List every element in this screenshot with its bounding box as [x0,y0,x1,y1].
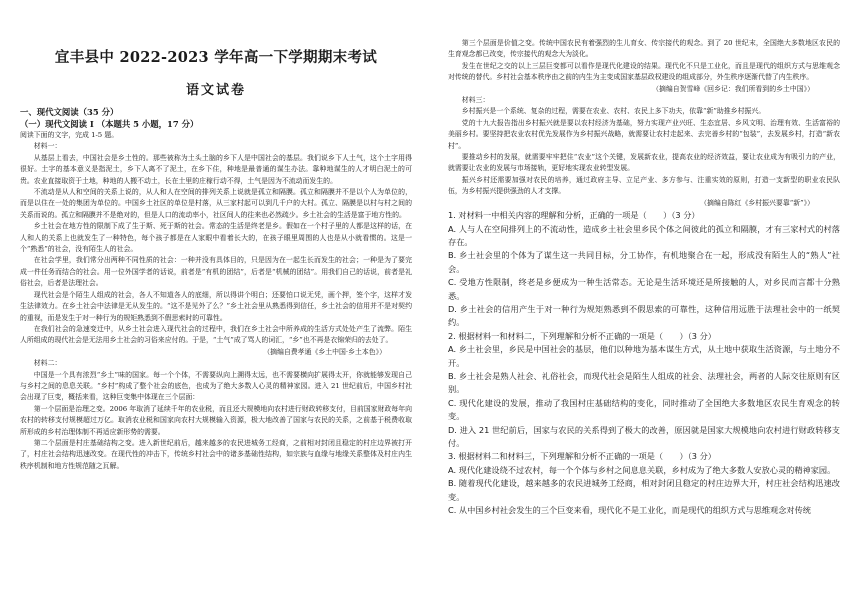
question-2-option: D. 进入 21 世纪前后，国家与农民的关系得到了极大的改善，原因就是国家大规模地向农村进行财政转移支付。 [448,424,840,448]
m1-paragraph: 现代社会是个陌生人组成的社会，各人不知道各人的底细，所以得讲个明白；还要怕口说无凭，画个押，签个字，这样才发生法律效力。在乡土社会中法律是无从发生的。“这不是见外了么？”乡土社会里从熟悉得到信任，乡土社会的信用并不是对契约的重视，而是发生于对一种行为的规矩熟悉到不假思索时的可靠性。 [20,290,412,322]
question-3-option: A. 现代化建设绕不过农村，每一个个体与乡村之间息息关联，乡村成为了绝大多数人安放心灵的精神家园。 [448,464,836,475]
question-1-option: A. 人与人在空间排列上的不流动性，造成乡土社会里乡民个体之间彼此的孤立和隔膜，才有三家村式的村落存在。 [448,223,840,247]
right-column [448,38,840,517]
question-3-stem: 3. 根据材料二和材料三，下列理解和分析不正确的一项是（ ）（3 分） [448,451,716,462]
m3-source: （摘编自陈红《乡村振兴要靠“新”》） [700,198,814,207]
question-2-option: A. 乡土社会里，乡民是中国社会的基层，他们以种地为基本谋生方式，从土地中获取生活资源，与土地分不开。 [448,344,840,368]
m1-source: （摘编自费孝通《乡土中国·乡土本色》） [263,347,386,356]
left-column [20,46,412,472]
m3-paragraph: 乡村振兴是一个系统、复杂的过程，需要在农业、农村、农民上多下功夫，依靠“新”助推乡村振兴。 [461,107,766,116]
m1-paragraph: 不流动是从人和空间的关系上说的，从人和人在空间的排列关系上说就是孤立和隔膜。孤立和隔膜并不是以个人为单位的，而是以住在一处的集团为单位的。中国乡土社区的单位是村落，从三家村起可以到几千户的大村。孤立、隔膜是以村与村之间的关系而说的。孤立和隔膜并不是绝对的，但是人口的流动率小，社区间人的往来也必然疏少。乡土社会的生活是富于地方性的。 [20,188,412,219]
m3-paragraph: 要推动乡村的发展，就需要牢牢把住“农业”这个关键，发展新农业，提高农业的经济效益，要让农业成为有吸引力的产业，就需要让农业的发展与市场接轨，更好地实现农业转型发展。 [448,153,840,173]
question-1-option: C. 受地方性限制，终老是乡便成为一种生活常态。无论是生活环境还是所接触的人，对乡民而言都十分熟悉。 [448,277,840,301]
m2-paragraph: 第二个层面是村庄基础结构之变。进入新世纪前后，越来越多的农民进城务工经商，之前相对封闭且稳定的村庄边界被打开了，村庄社会结构迅速改变。在现代性的冲击下，传统乡村社会中的诸多基础性结构，如宗族与血缘与地缘关系整体及村庄内生秩序机制和地方性规范随之瓦解。 [20,438,412,470]
material1-label: 材料一： [33,142,62,151]
question-1-option: B. 乡土社会里的个体为了谋生这一共同目标，分工协作，有机地聚合在一起，形成没有陌生人的“熟人”社会。 [448,250,840,274]
question-2-option: B. 乡土社会是熟人社会、礼俗社会，而现代社会是陌生人组成的社会、法理社会，两者的人际交往原则有区别。 [448,370,840,395]
m1-paragraph: 在社会学里，我们常分出两种不同性质的社会：一种并没有具体目的，只是因为在一起生长而发生的社会；一种是为了要完成一件任务而结合的社会。用一位外国学者的话说，前者是“有机的团结”，后者是“机械的团结”。用我们自己的话说，前者是礼俗社会，后者是法理社会。 [20,256,412,288]
exam-subtitle: 语文试卷 [185,83,246,98]
question-1-stem: 1. 对材料一中相关内容的理解和分析，正确的一项是（ ）（3 分） [448,210,700,221]
material3-label: 材料三： [461,96,490,105]
question-1-option: D. 乡土社会的信用产生于对一种行为规矩熟悉到不假思索的可靠性，这种信用远胜于法理社会中的一纸契约。 [448,303,840,328]
m3-paragraph: 振兴乡村还需要加强对农民的培养，通过政府主导、立足产业、多方参与、注重实效的原则，打造一支新型的职业农民队伍，为乡村振兴提供强劲的人才支撑。 [448,175,840,196]
m2-paragraph: 第一个层面是治理之变。2006 年取消了延续千年的农业税，而且还大规模地向农村进行财政转移支付，目前国家财政每年向农村的转移支付规模超过万亿。取消农业税和国家向农村大规模输入资源，极大地改善了国家与农民的关系，之前基于税费收取所形成的乡村治理体制不再适应新形势的需要。 [20,404,412,436]
sub-section-heading: （一）现代文阅读 I （本题共 5 小题，17 分） [20,119,199,129]
m1-paragraph: 在我们社会的急速变迁中，从乡土社会进入现代社会的过程中，我们在乡土社会中所养成的生活方式处处产生了流弊。陌生人所组成的现代社会是无法用乡土社会的习俗来应付的。于是，“土气”成了骂人的词汇，“乡”也不再是衣锦荣归的去处了。 [20,324,412,345]
instruction: 阅读下面的文字，完成 1-5 题。 [20,131,119,139]
section-heading: 一、现代文阅读（35 分） [20,107,119,117]
m2-paragraph: 中国是一个具有浓烈“乡土”味的国家。每一个个体，不需要纵向上溯得太远，也不需要横向扩展得太开，你就能够发现自己与乡村之间的息息关联。“乡村”构成了整个社会的底色，也成为了绝大多数人心灵的精神家园。进入 21 世纪前后，中国乡村社会出现了巨变，概括来看，这种巨变集中体现在三个层面： [20,370,412,402]
question-2-option: C. 现代化建设的发展，推动了我国村庄基础结构的变化，同时推动了全国绝大多数地区农民生育观念的转变。 [448,397,840,422]
question-3-option: C. 从中国乡村社会发生的三个巨变来看，现代化不是工业化，而是现代的组织方式与思维观念对传统 [448,505,811,516]
question-2-stem: 2. 根据材料一和材料二，下列理解和分析不正确的一项是（ ）（3 分） [448,330,716,341]
m2-continued-paragraph: 第三个层面是价值之变。传统中国农民有着强烈的生儿育女、传宗接代的观念。到了 20 世纪末，全国绝大多数地区农民的生育观念都已改变，传宗接代的观念大为淡化。 [448,39,840,59]
m2-continued-paragraph: 发生在世纪之交的以上三层巨变都可以看作是现代化建设的结果。现代化不只是工业化，而且是现代的组织方式与思维观念对传统的替代。乡村社会基本秩序由之前的内生为主变成国家基层政权建设的组成部分，外生秩序逐渐代替了内生秩序。 [448,61,840,82]
m3-paragraph: 党的十九大报告指出乡村振兴就是要以农村经济为基础，努力实现产业兴旺、生态宜居、乡风文明、治理有效、生活富裕的美丽乡村。要坚持把农业农村优先发展作为乡村振兴战略，就需要让农村走起来、去完善乡村的“包装”，去发展乡村，打造“新农村”。 [448,118,840,150]
m2-source: （摘编自贺雪峰《回乡记：我们所看到的乡土中国》） [652,84,814,93]
m1-paragraph: 从基层上看去，中国社会是乡土性的。那些被称为土头土脑的乡下人是中国社会的基层。我们说乡下人土气，这个土字用得很好。土字的基本意义是指泥土，乡下人离不了泥土，在乡下住，种地是最普通的谋生办法。靠种地谋生的人才明白泥土的可贵。农业直接取资于土地，种地的人搬不动土，长在土里的庄稼行动不得，土气是因为不流动而发生的。 [20,153,412,185]
m1-paragraph: 乡土社会在地方性的限制下成了生于斯、死于斯的社会。常态的生活是终老是乡。假如在一个村子里的人都是这样的话，在人和人的关系上也就发生了一种特色，每个孩子都是在人家眼中看着长大的，在孩子眼里周围的人也是从小就看惯的。这是一个“熟悉”的社会，没有陌生人的社会。 [20,222,412,254]
exam-title: 宜丰县中 2022-2023 学年高一下学期期末考试 [54,49,378,66]
material2-label: 材料二： [33,359,62,368]
question-3-option: B. 随着现代化建设，越来越多的农民进城务工经商，相对封闭且稳定的村庄边界大开，村庄社会结构迅速改变。 [448,478,840,502]
